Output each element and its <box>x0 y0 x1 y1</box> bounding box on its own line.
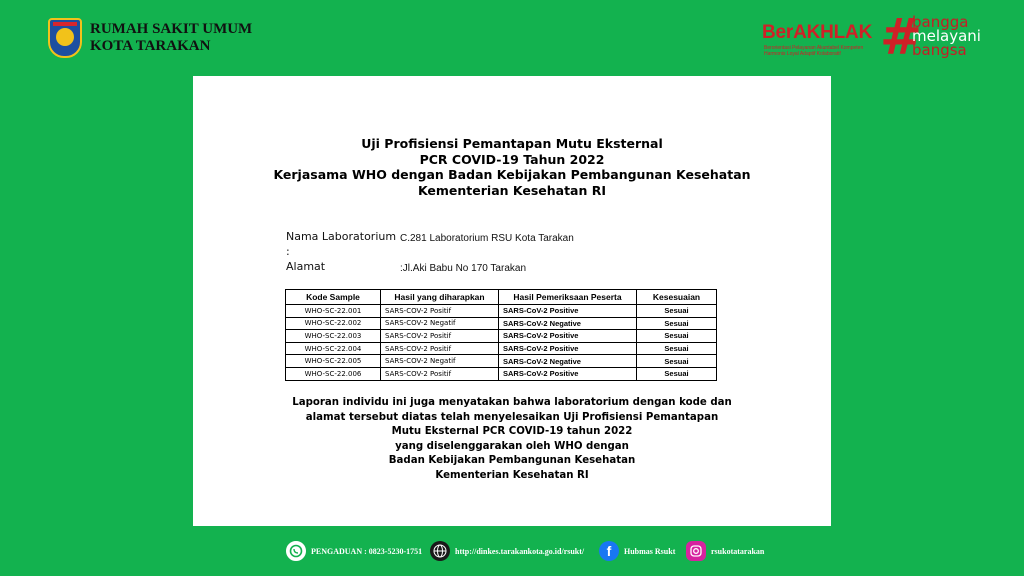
berakhlak-logo-text: BerAKHLAK <box>762 22 873 43</box>
hospital-name-line2: KOTA TARAKAN <box>90 38 211 54</box>
col-header-participant-result: Hasil Pemeriksaan Peserta <box>499 290 637 305</box>
cell-expected: SARS-COV-2 Negatif <box>381 317 499 330</box>
statement-line-6: Kementerian Kesehatan RI <box>435 469 589 481</box>
statement-line-4: yang diselenggarakan oleh WHO dengan <box>395 440 629 452</box>
slogan-word-1: bangga <box>912 13 969 31</box>
table-row <box>286 317 717 330</box>
slogan <box>912 15 981 57</box>
cell-conformity: Sesuai <box>637 317 717 330</box>
table-row <box>286 305 717 318</box>
lab-name-row <box>286 229 574 259</box>
cell-result: SARS-CoV-2 Positive <box>499 305 637 318</box>
statement-line-5: Badan Kebijakan Pembangunan Kesehatan <box>388 455 636 466</box>
table-header-row <box>286 290 717 305</box>
cell-result: SARS-CoV-2 Positive <box>499 342 637 355</box>
cell-expected: SARS-COV-2 Positif <box>381 342 499 355</box>
cell-sample-code: WHO-SC-22.002 <box>286 317 381 330</box>
title-line-4: Kementerian Kesehatan RI <box>417 182 607 198</box>
cell-conformity: Sesuai <box>637 355 717 368</box>
city-crest-logo <box>48 18 82 58</box>
address-label: Alamat <box>286 260 326 273</box>
footer-contacts <box>0 541 1024 565</box>
berakhlak-tagline: Berorientasi Pelayanan Akuntabel Kompeten Harmonis Loyal Adaptif Kolaboratif <box>764 45 864 57</box>
berakhlak-brand <box>762 8 992 66</box>
facebook-text: Hubmas Rsukt <box>624 546 676 556</box>
cell-sample-code: WHO-SC-22.001 <box>286 305 381 318</box>
col-header-sample-code: Kode Sample <box>286 290 381 305</box>
cell-result: SARS-CoV-2 Positive <box>499 330 637 343</box>
lab-name-label: Nama Laboratorium : <box>286 230 397 258</box>
document-title <box>193 136 831 198</box>
instagram-icon <box>686 541 706 561</box>
cell-expected: SARS-COV-2 Positif <box>381 330 499 343</box>
cell-result: SARS-CoV-2 Negative <box>499 355 637 368</box>
statement-text <box>193 396 831 483</box>
statement-line-2: alamat tersebut diatas telah menyelesaikan Uji Profisiensi Pemantapan <box>305 411 719 423</box>
cell-sample-code: WHO-SC-22.004 <box>286 342 381 355</box>
table-row <box>286 355 717 368</box>
website-link[interactable] <box>430 541 584 561</box>
results-table <box>285 289 717 381</box>
slogan-word-3: bangsa <box>912 41 967 59</box>
hashtag-icon: # <box>880 8 922 66</box>
facebook-link[interactable] <box>599 541 675 561</box>
instagram-text: rsukotatarakan <box>711 546 765 556</box>
complaint-contact[interactable] <box>286 541 422 561</box>
statement-line-1: Laporan individu ini juga menyatakan bahwa laboratorium dengan kode dan <box>292 397 732 408</box>
table-row <box>286 330 717 343</box>
cell-expected: SARS-COV-2 Positif <box>381 367 499 380</box>
cell-conformity: Sesuai <box>637 305 717 318</box>
table-row <box>286 367 717 380</box>
col-header-conformity: Kesesuaian <box>637 290 717 305</box>
cell-result: SARS-CoV-2 Negative <box>499 317 637 330</box>
cell-result: SARS-CoV-2 Positive <box>499 367 637 380</box>
cell-conformity: Sesuai <box>637 330 717 343</box>
title-line-3: Kerjasama WHO dengan Badan Kebijakan Pembangunan Kesehatan <box>273 167 751 182</box>
title-line-1: Uji Profisiensi Pemantapan Mutu Eksternal <box>361 136 663 151</box>
slogan-word-2: melayani <box>912 27 981 45</box>
cell-sample-code: WHO-SC-22.005 <box>286 355 381 368</box>
instagram-link[interactable] <box>686 541 764 561</box>
title-line-2: PCR COVID-19 Tahun 2022 <box>419 151 605 167</box>
cell-expected: SARS-COV-2 Positif <box>381 305 499 318</box>
hospital-name-line1: RUMAH SAKIT UMUM <box>90 21 253 37</box>
col-header-expected: Hasil yang diharapkan <box>381 290 499 305</box>
cell-conformity: Sesuai <box>637 367 717 380</box>
address-row <box>286 259 574 276</box>
lab-name-value: C.281 Laboratorium RSU Kota Tarakan <box>400 233 574 244</box>
hospital-name <box>90 21 252 55</box>
facebook-icon: f <box>599 541 619 561</box>
globe-icon <box>430 541 450 561</box>
statement-line-3: Mutu Eksternal PCR COVID-19 tahun 2022 <box>391 426 633 437</box>
website-text: http://dinkes.tarakankota.go.id/rsukt/ <box>455 546 585 556</box>
hospital-identity <box>48 18 252 58</box>
cell-expected: SARS-COV-2 Negatif <box>381 355 499 368</box>
lab-info <box>286 229 574 276</box>
whatsapp-icon <box>286 541 306 561</box>
certificate-card <box>193 76 831 526</box>
cell-sample-code: WHO-SC-22.006 <box>286 367 381 380</box>
cell-conformity: Sesuai <box>637 342 717 355</box>
address-value: :Jl.Aki Babu No 170 Tarakan <box>400 263 527 274</box>
cell-sample-code: WHO-SC-22.003 <box>286 330 381 343</box>
complaint-text: PENGADUAN : 0823-5230-1751 <box>311 546 423 556</box>
table-row <box>286 342 717 355</box>
